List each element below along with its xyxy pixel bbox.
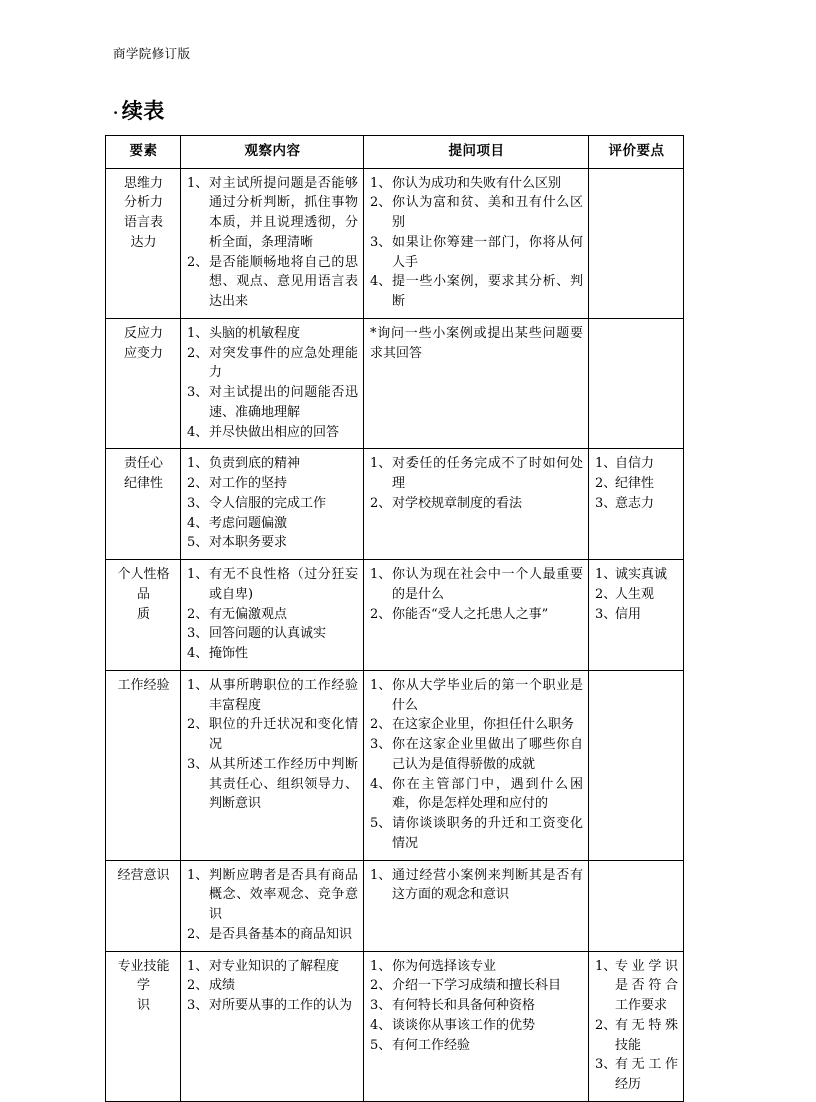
- list-item-text: 从其所述工作经历中判断其责任心、组织领导力、判断意识: [209, 756, 358, 812]
- list-item-marker: 1、: [370, 677, 392, 693]
- cell-evaluation: [589, 560, 684, 671]
- ordered-list: [187, 565, 358, 664]
- column-header-question: 提问项目: [364, 136, 589, 169]
- cell-question: [364, 951, 589, 1101]
- list-item-marker: 2、: [595, 476, 617, 492]
- ordered-list: [370, 565, 583, 624]
- list-item: [370, 676, 583, 716]
- element-name-line: 个人性格品: [117, 567, 170, 602]
- ordered-list: [595, 957, 678, 1095]
- list-item-marker: 3、: [187, 998, 209, 1014]
- ordered-list: [370, 957, 583, 1056]
- list-item-marker: 2、: [370, 717, 392, 733]
- list-item: [187, 996, 358, 1016]
- cell-element-name: [106, 318, 181, 449]
- list-item-text: 诚实真诚: [615, 567, 668, 583]
- list-item: [595, 565, 678, 585]
- list-item-marker: 2、: [187, 476, 209, 492]
- list-item-marker: 3、: [595, 1057, 617, 1073]
- list-item-marker: 1、: [595, 456, 617, 472]
- list-item-marker: 1、: [187, 456, 209, 472]
- list-item-marker: 4、: [187, 646, 209, 662]
- cell-observation: [181, 449, 364, 560]
- list-item-marker: 1、: [370, 958, 392, 974]
- list-item: [187, 624, 358, 644]
- list-item-text: 你能否“受人之托患人之事”: [392, 606, 549, 622]
- title-bullet-icon: ·: [113, 103, 119, 122]
- list-item-text: 掩饰性: [209, 646, 249, 662]
- list-item-text: 自信力: [615, 456, 655, 472]
- list-item-text: 你在主管部门中，遇到什么困难，你是怎样处理和应付的: [392, 776, 583, 812]
- list-item-text: 你认为成功和失败有什么区别: [392, 175, 562, 191]
- list-item: [595, 957, 678, 1016]
- list-item-marker: 2、: [187, 606, 209, 622]
- list-item-text: 有无不良性格（过分狂妄或自卑): [209, 567, 358, 602]
- list-item: [595, 454, 678, 474]
- list-item-marker: 1、: [187, 325, 209, 341]
- cell-evaluation: [589, 860, 684, 951]
- list-item: [187, 324, 358, 344]
- list-item-marker: 2、: [370, 195, 392, 211]
- list-item-text: 人生观: [615, 586, 655, 602]
- element-name-line: 识: [136, 998, 150, 1014]
- cell-question: [364, 449, 589, 560]
- list-item-text: 有无特殊技能: [615, 1017, 678, 1053]
- list-item: [595, 585, 678, 605]
- table-row: [106, 560, 684, 671]
- list-item-marker: 5、: [187, 535, 209, 551]
- cell-element-name: [106, 449, 181, 560]
- ordered-list: [595, 454, 678, 513]
- column-header-observation: 观察内容: [181, 136, 364, 169]
- list-item-text: 如果让你筹建一部门，你将从何人手: [392, 234, 583, 270]
- element-name-line: 反应力: [123, 325, 163, 341]
- list-item: [187, 344, 358, 384]
- list-item-marker: 1、: [187, 958, 209, 974]
- list-item: [595, 474, 678, 494]
- cell-question: [364, 670, 589, 860]
- ordered-list: [370, 866, 583, 906]
- table-row: [106, 670, 684, 860]
- list-item-text: 你认为富和贫、美和丑有什么区别: [392, 195, 583, 231]
- list-item: [187, 494, 358, 514]
- list-item-text: 对本职务要求: [209, 535, 288, 551]
- element-name-line: 质: [136, 606, 150, 622]
- list-item-text: 专业学识是否符合工作要求: [615, 958, 678, 1014]
- cell-question: [364, 860, 589, 951]
- list-item: [187, 514, 358, 534]
- cell-observation: [181, 318, 364, 449]
- column-header-evaluation: 评价要点: [589, 136, 684, 169]
- list-item: [370, 174, 583, 194]
- cell-question: [364, 168, 589, 318]
- cell-observation: [181, 951, 364, 1101]
- list-item: [187, 957, 358, 977]
- element-name-line: 思维力: [123, 175, 163, 191]
- list-item: [187, 474, 358, 494]
- list-item-marker: 2、: [187, 978, 209, 994]
- list-item-text: 信用: [615, 606, 642, 622]
- list-item: [187, 533, 358, 553]
- element-name-line: 语言表: [123, 215, 163, 231]
- list-item-text: 成绩: [209, 978, 236, 994]
- list-item-text: 负责到底的精神: [209, 456, 301, 472]
- element-name-line: 分析力: [123, 195, 163, 211]
- list-item-text: 你认为现在社会中一个人最重要的是什么: [392, 567, 583, 602]
- list-item-text: 对委任的任务完成不了时如何处理: [392, 456, 583, 492]
- element-name-line: 专业技能学: [117, 958, 170, 994]
- ordered-list: [595, 565, 678, 624]
- list-item-marker: 4、: [370, 776, 392, 792]
- list-item-text: 纪律性: [615, 476, 655, 492]
- list-item-text: 有何工作经验: [392, 1037, 471, 1053]
- list-item: [595, 1055, 678, 1095]
- cell-element-name: [106, 670, 181, 860]
- list-item-text: 对专业知识的了解程度: [209, 958, 340, 974]
- list-item: [370, 866, 583, 906]
- list-item: [370, 494, 583, 514]
- list-item-marker: 1、: [187, 677, 209, 693]
- list-item: [187, 383, 358, 423]
- list-item-marker: 2、: [595, 586, 617, 602]
- list-item-text: 头脑的机敏程度: [209, 325, 301, 341]
- list-item-marker: 4、: [187, 424, 209, 440]
- list-item-marker: 5、: [370, 816, 392, 832]
- list-item-text: 有无偏激观点: [209, 606, 288, 622]
- ordered-list: [370, 174, 583, 312]
- list-item-text: 回答问题的认真诚实: [209, 626, 327, 642]
- question-note: *询问一些小案例或提出某些问题要求其回答: [370, 325, 583, 361]
- page-title-text: 续表: [121, 98, 165, 123]
- ordered-list: [370, 676, 583, 854]
- list-item-text: 谈谈你从事该工作的优势: [392, 1017, 536, 1033]
- list-item-marker: 1、: [370, 175, 392, 191]
- list-item-text: 是否能顺畅地将自己的思想、观点、意见用语言表达出来: [209, 254, 358, 310]
- list-item: [370, 814, 583, 854]
- list-item-text: 考虑问题偏激: [209, 515, 288, 531]
- list-item-marker: 1、: [370, 456, 392, 472]
- cell-element-name: [106, 860, 181, 951]
- list-item-text: 通过经营小案例来判断其是否有这方面的观念和意识: [392, 867, 583, 903]
- list-item: [370, 1016, 583, 1036]
- list-item-marker: 4、: [370, 1017, 392, 1033]
- list-item: [370, 1036, 583, 1056]
- ordered-list: [187, 174, 358, 312]
- list-item-text: 提一些小案例，要求其分析、判断: [392, 274, 583, 310]
- list-item-text: 对主试提出的问题能否迅速、准确地理解: [209, 385, 358, 420]
- list-item-marker: 3、: [370, 234, 392, 250]
- list-item-marker: 1、: [595, 958, 617, 974]
- list-item: [370, 454, 583, 494]
- list-item-marker: 1、: [370, 567, 392, 583]
- table-body: [106, 168, 684, 1101]
- list-item-marker: 3、: [187, 626, 209, 642]
- list-item-marker: 3、: [370, 998, 392, 1014]
- cell-element-name: [106, 168, 181, 318]
- list-item: [187, 565, 358, 605]
- ordered-list: [370, 454, 583, 513]
- list-item-text: 意志力: [615, 495, 655, 511]
- cell-evaluation: [589, 951, 684, 1101]
- list-item: [187, 253, 358, 312]
- list-item-marker: 1、: [370, 867, 392, 883]
- cell-evaluation: [589, 168, 684, 318]
- cell-observation: [181, 168, 364, 318]
- list-item-text: 判断应聘者是否具有商品概念、效率观念、竞争意识: [209, 867, 358, 923]
- element-name-line: 应变力: [123, 345, 163, 361]
- list-item-marker: 2、: [370, 606, 392, 622]
- ordered-list: [187, 454, 358, 553]
- list-item-marker: 2、: [187, 345, 209, 361]
- list-item: [187, 676, 358, 716]
- interview-criteria-table: [105, 135, 684, 1102]
- list-item-text: 从事所聘职位的工作经验丰富程度: [209, 677, 358, 713]
- list-item: [370, 565, 583, 605]
- list-item: [187, 423, 358, 443]
- table-row: [106, 951, 684, 1101]
- cell-observation: [181, 670, 364, 860]
- list-item-marker: 3、: [187, 756, 209, 772]
- list-item-text: 对主试所提问题是否能够通过分析判断，抓住事物本质，并且说理透彻，分析全面，条理清晰: [209, 175, 358, 250]
- list-item-text: 职位的升迁状况和变化情况: [209, 717, 358, 753]
- list-item: [370, 233, 583, 273]
- list-item: [595, 494, 678, 514]
- list-item-text: 你从大学毕业后的第一个职业是什么: [392, 677, 583, 713]
- list-item-text: 有何特长和具备何种资格: [392, 998, 536, 1014]
- list-item-marker: 2、: [595, 1017, 617, 1033]
- list-item-marker: 3、: [595, 606, 617, 622]
- list-item-text: 对学校规章制度的看法: [392, 495, 523, 511]
- element-name-line: 工作经验: [117, 677, 170, 693]
- ordered-list: [187, 676, 358, 814]
- list-item-marker: 5、: [370, 1037, 392, 1053]
- list-item: [370, 193, 583, 233]
- list-item-text: 令人信服的完成工作: [209, 495, 327, 511]
- cell-evaluation: [589, 670, 684, 860]
- ordered-list: [187, 866, 358, 945]
- list-item: [187, 174, 358, 253]
- list-item-marker: 2、: [187, 717, 209, 733]
- list-item: [370, 957, 583, 977]
- table-header-row: [106, 136, 684, 169]
- column-header-element: 要素: [106, 136, 181, 169]
- list-item: [370, 976, 583, 996]
- list-item-marker: 1、: [187, 175, 209, 191]
- list-item-marker: 2、: [370, 495, 392, 511]
- page-title: [113, 95, 165, 125]
- list-item: [187, 644, 358, 664]
- list-item-marker: 1、: [187, 567, 209, 583]
- cell-observation: [181, 860, 364, 951]
- list-item: [370, 715, 583, 735]
- list-item-marker: 4、: [370, 274, 392, 290]
- list-item: [187, 715, 358, 755]
- list-item: [187, 976, 358, 996]
- table-row: [106, 168, 684, 318]
- table-row: [106, 449, 684, 560]
- list-item: [370, 735, 583, 775]
- list-item: [595, 605, 678, 625]
- element-name-line: 纪律性: [123, 476, 163, 492]
- cell-observation: [181, 560, 364, 671]
- list-item: [187, 755, 358, 814]
- list-item-text: 你为何选择该专业: [392, 958, 497, 974]
- cell-evaluation: [589, 449, 684, 560]
- list-item-marker: 3、: [187, 495, 209, 511]
- list-item-marker: 3、: [595, 495, 617, 511]
- cell-question: [364, 560, 589, 671]
- list-item-marker: 2、: [187, 926, 209, 942]
- list-item: [370, 605, 583, 625]
- element-name-line: 责任心: [123, 456, 163, 472]
- cell-element-name: [106, 951, 181, 1101]
- list-item-marker: 3、: [370, 737, 392, 753]
- list-item-marker: 3、: [187, 385, 209, 401]
- list-item: [370, 272, 583, 312]
- element-name-line: 达力: [130, 234, 157, 250]
- list-item-text: 对突发事件的应急处理能力: [209, 345, 358, 381]
- list-item-text: 请你谈谈职务的升迁和工资变化情况: [392, 816, 583, 851]
- list-item: [187, 454, 358, 474]
- cell-question: [364, 318, 589, 449]
- element-name-line: 经营意识: [117, 867, 170, 883]
- list-item-text: 对工作的坚持: [209, 476, 288, 492]
- list-item: [370, 996, 583, 1016]
- list-item: [595, 1016, 678, 1056]
- list-item-marker: 2、: [187, 254, 209, 270]
- table-row: [106, 860, 684, 951]
- list-item: [187, 925, 358, 945]
- cell-element-name: [106, 560, 181, 671]
- running-header: 商学院修订版: [113, 46, 191, 61]
- cell-evaluation: [589, 318, 684, 449]
- list-item-marker: 4、: [187, 515, 209, 531]
- list-item-marker: 2、: [370, 978, 392, 994]
- list-item-marker: 1、: [595, 567, 617, 583]
- table-header: [106, 136, 684, 169]
- list-item-text: 在这家企业里，你担任什么职务: [392, 717, 575, 733]
- list-item: [187, 866, 358, 925]
- ordered-list: [187, 957, 358, 1016]
- list-item-text: 是否具备基本的商品知识: [209, 926, 353, 942]
- list-item-text: 有无工作经历: [615, 1057, 678, 1093]
- list-item-marker: 1、: [187, 867, 209, 883]
- list-item-text: 对所要从事的工作的认为: [209, 998, 353, 1014]
- list-item-text: 并尽快做出相应的回答: [209, 424, 340, 440]
- list-item: [370, 775, 583, 815]
- list-item: [187, 605, 358, 625]
- list-item-text: 介绍一下学习成绩和擅长科目: [392, 978, 562, 994]
- ordered-list: [187, 324, 358, 443]
- list-item-text: 你在这家企业里做出了哪些你自己认为是值得骄傲的成就: [392, 737, 583, 772]
- table-row: [106, 318, 684, 449]
